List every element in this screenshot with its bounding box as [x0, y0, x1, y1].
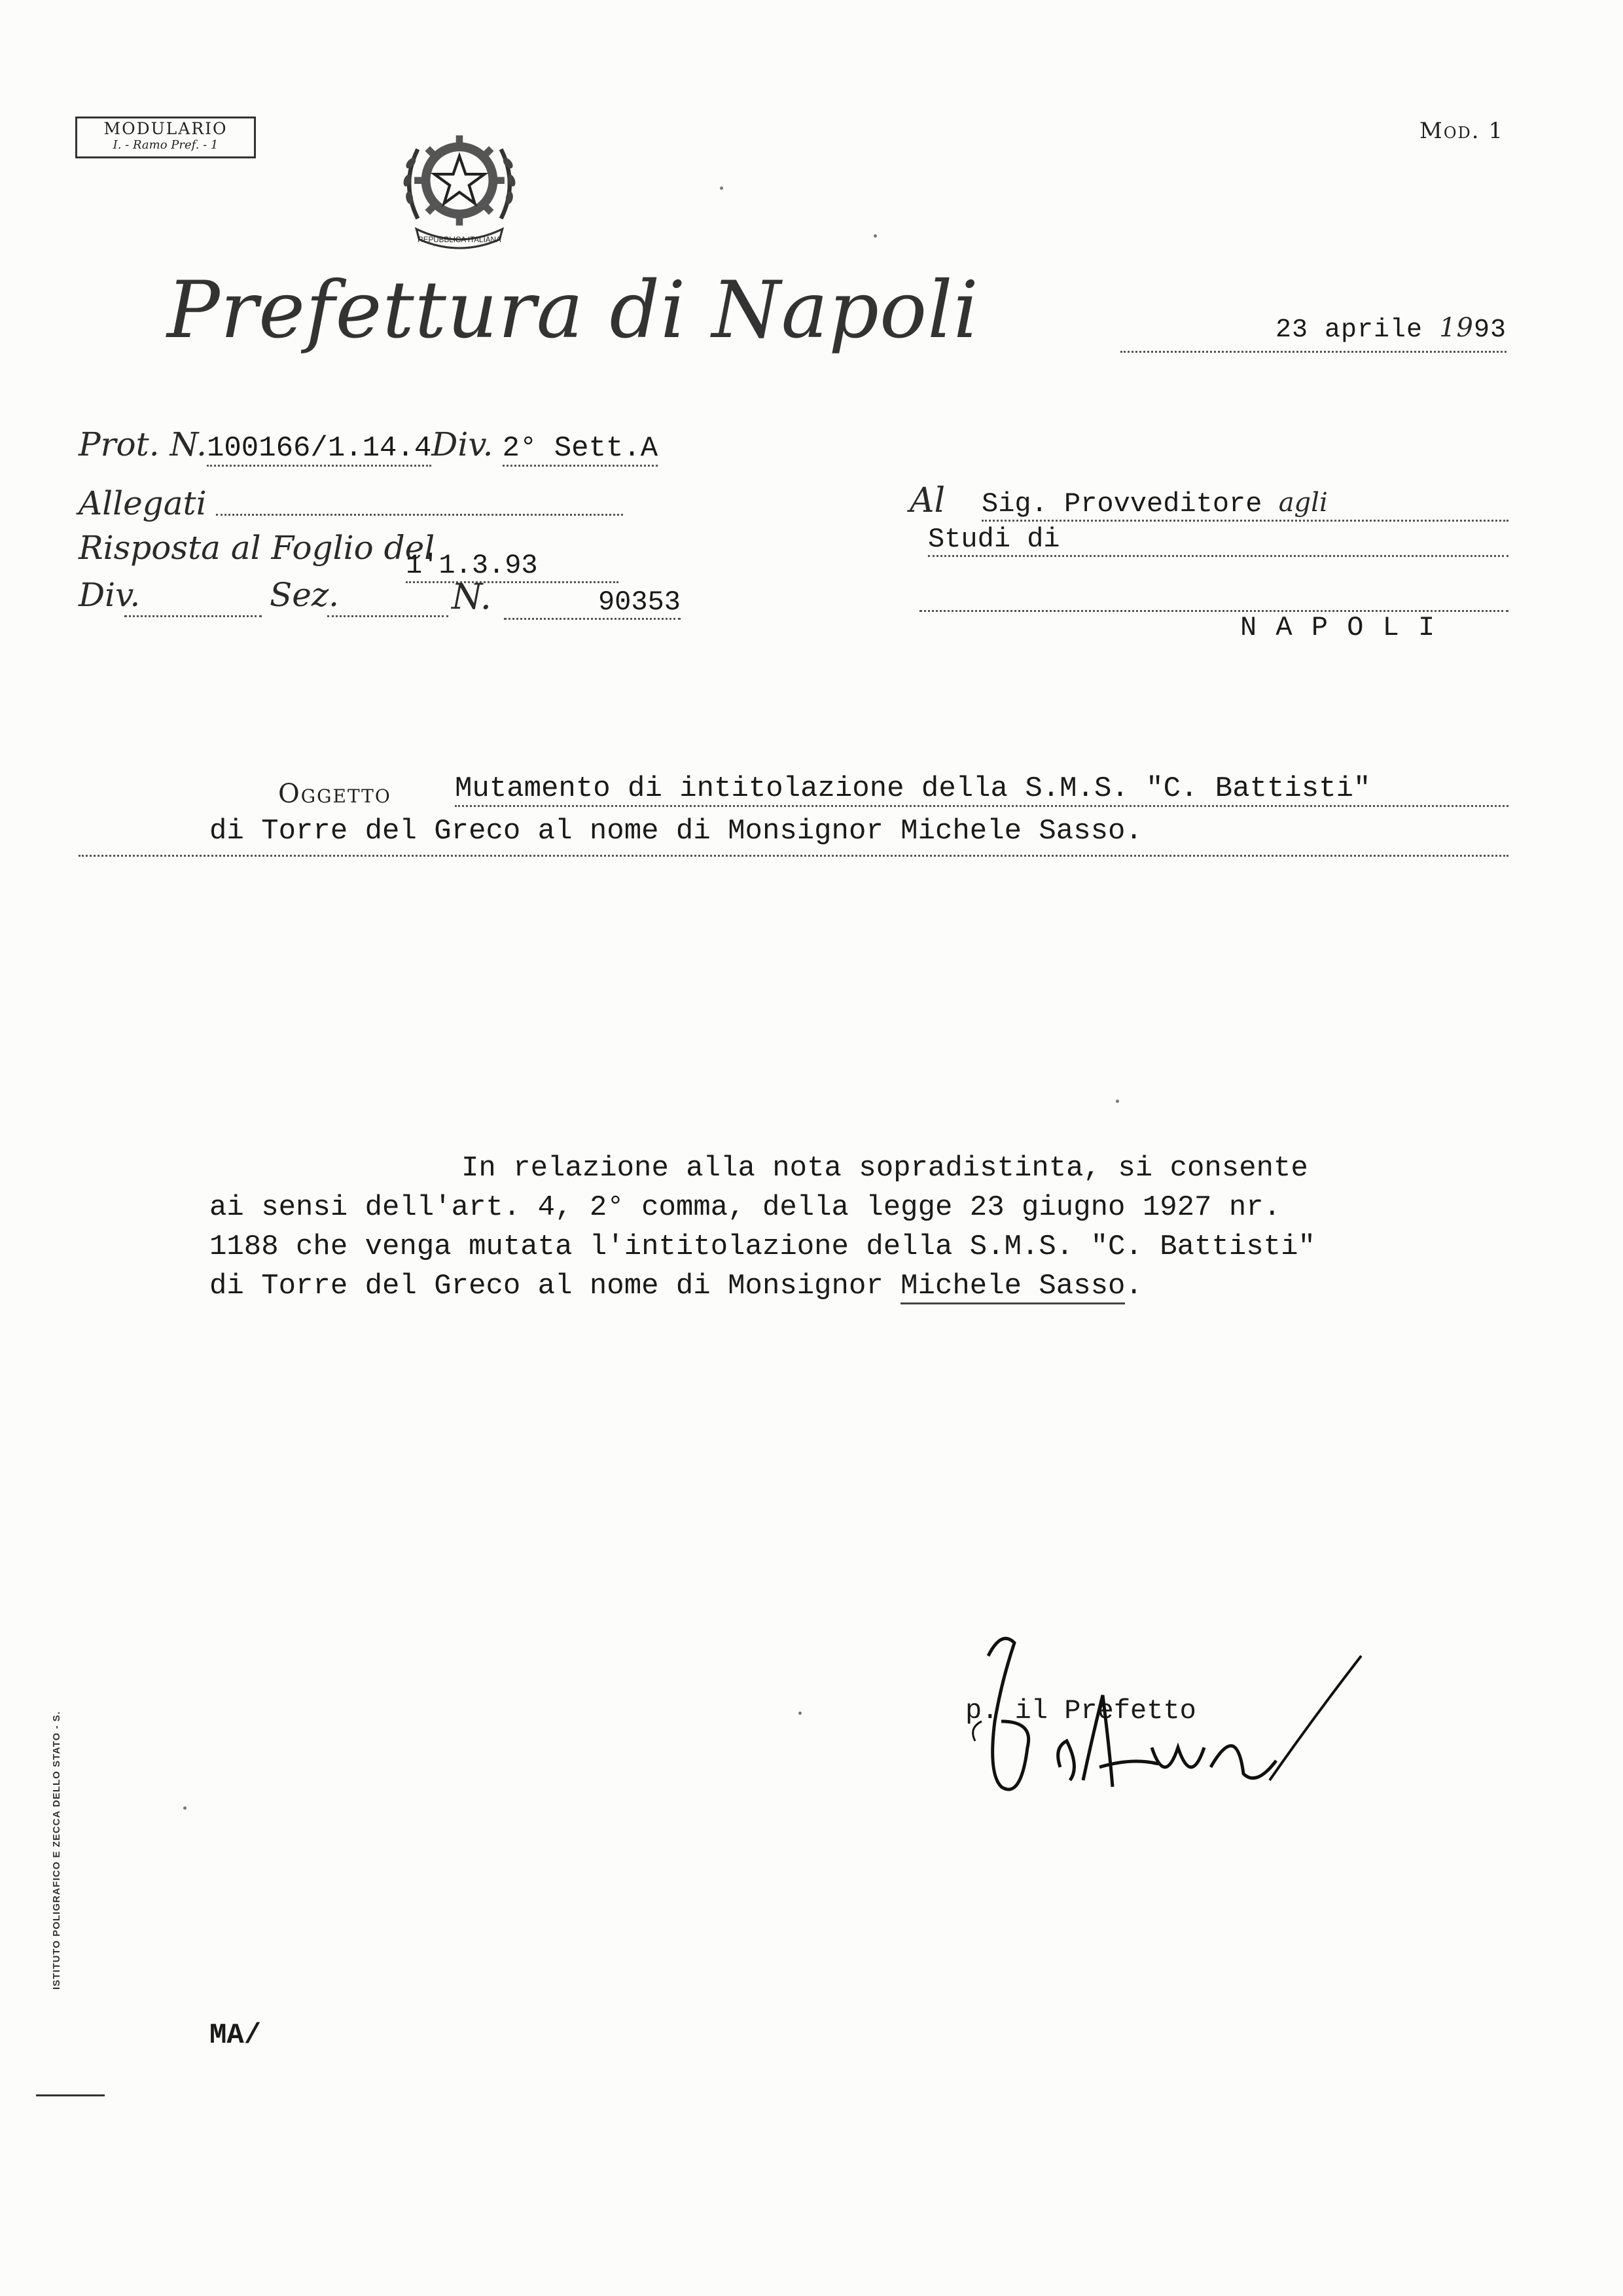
- prot-label: Prot. N.: [79, 425, 207, 463]
- date-year-suffix: 93: [1473, 315, 1507, 345]
- body-line-1: In relazione alla nota sopradistinta, si consente: [461, 1152, 1308, 1185]
- body-line-4-pre: di Torre del Greco al nome di Monsignor: [209, 1270, 901, 1302]
- body-line-2: ai sensi dell'art. 4, 2° comma, della legge 23 giugno 1927 nr.: [209, 1191, 1281, 1224]
- scan-speck: [874, 234, 877, 238]
- form-number: Mod. 1: [1419, 118, 1504, 144]
- allegati-row: [79, 484, 207, 524]
- allegati-line: [216, 514, 623, 516]
- subject-underline: [79, 855, 1508, 857]
- div-label: Div.: [431, 425, 493, 463]
- subject-line1: Mutamento di intitolazione della S.M.S. "C. Battisti": [455, 772, 1508, 807]
- modulario-subtitle: I. - Ramo Pref. - 1: [113, 138, 219, 152]
- printer-note: ISTITUTO POLIGRAFICO E ZECCA DELLO STATO - S.: [51, 1711, 62, 1990]
- modulario-title: MODULARIO: [103, 119, 228, 138]
- protocol-row: [79, 425, 694, 465]
- date-year-prefix: 19: [1439, 313, 1474, 343]
- body-line-3: 1188 che venga mutata l'intitolazione della S.M.S. "C. Battisti": [209, 1230, 1315, 1263]
- scan-speck: [798, 1712, 802, 1715]
- footer-rule: [36, 2094, 105, 2096]
- handwritten-signature: [962, 1617, 1407, 1833]
- subject-label: Oggetto: [278, 779, 391, 809]
- subject-line2: di Torre del Greco al nome di Monsignor Michele Sasso.: [209, 815, 1143, 848]
- div-value: 2° Sett.A: [503, 432, 658, 467]
- office-heading: Prefettura di Napoli: [167, 265, 980, 356]
- emblem-ribbon-text: REPUBBLICA ITALIANA: [418, 236, 501, 245]
- operator-initials: MA/: [209, 2019, 262, 2052]
- sez-line: [327, 615, 448, 617]
- sez-label: Sez.: [270, 576, 340, 614]
- document-date: [1120, 313, 1507, 353]
- scan-speck: [720, 187, 723, 190]
- div-sez-row: [79, 576, 140, 615]
- addressee-line1: [982, 488, 1508, 522]
- allegati-label: Allegati: [79, 484, 207, 522]
- modulario-box: [75, 117, 256, 158]
- div2-line: [124, 615, 262, 617]
- n-label: N.: [452, 576, 491, 617]
- al-label: Al: [910, 481, 946, 520]
- addressee-title: Sig. Provveditore: [982, 488, 1262, 520]
- scan-speck: [183, 1806, 187, 1810]
- risposta-row: [79, 529, 435, 568]
- body-honoree-name: Michele Sasso: [901, 1270, 1125, 1304]
- addressee-city: N A P O L I: [1240, 612, 1436, 643]
- n-value: 90353: [504, 586, 681, 620]
- date-day-month: 23 aprile: [1275, 315, 1423, 345]
- prot-value: 100166/1.14.4: [207, 432, 431, 467]
- addressee-handwritten: agli: [1278, 488, 1328, 518]
- addressee-line2: Studi di: [928, 524, 1508, 557]
- scan-speck: [1116, 1100, 1119, 1103]
- risposta-value: 1'1.3.93: [406, 550, 618, 583]
- risposta-label: Risposta al Foglio del: [79, 529, 435, 567]
- body-line-4: [209, 1266, 1143, 1306]
- republic-emblem-icon: [390, 115, 529, 253]
- body-line-4-post: .: [1125, 1270, 1143, 1302]
- signature-label: p. il Prefetto: [965, 1695, 1196, 1727]
- div2-label: Div.: [79, 576, 141, 614]
